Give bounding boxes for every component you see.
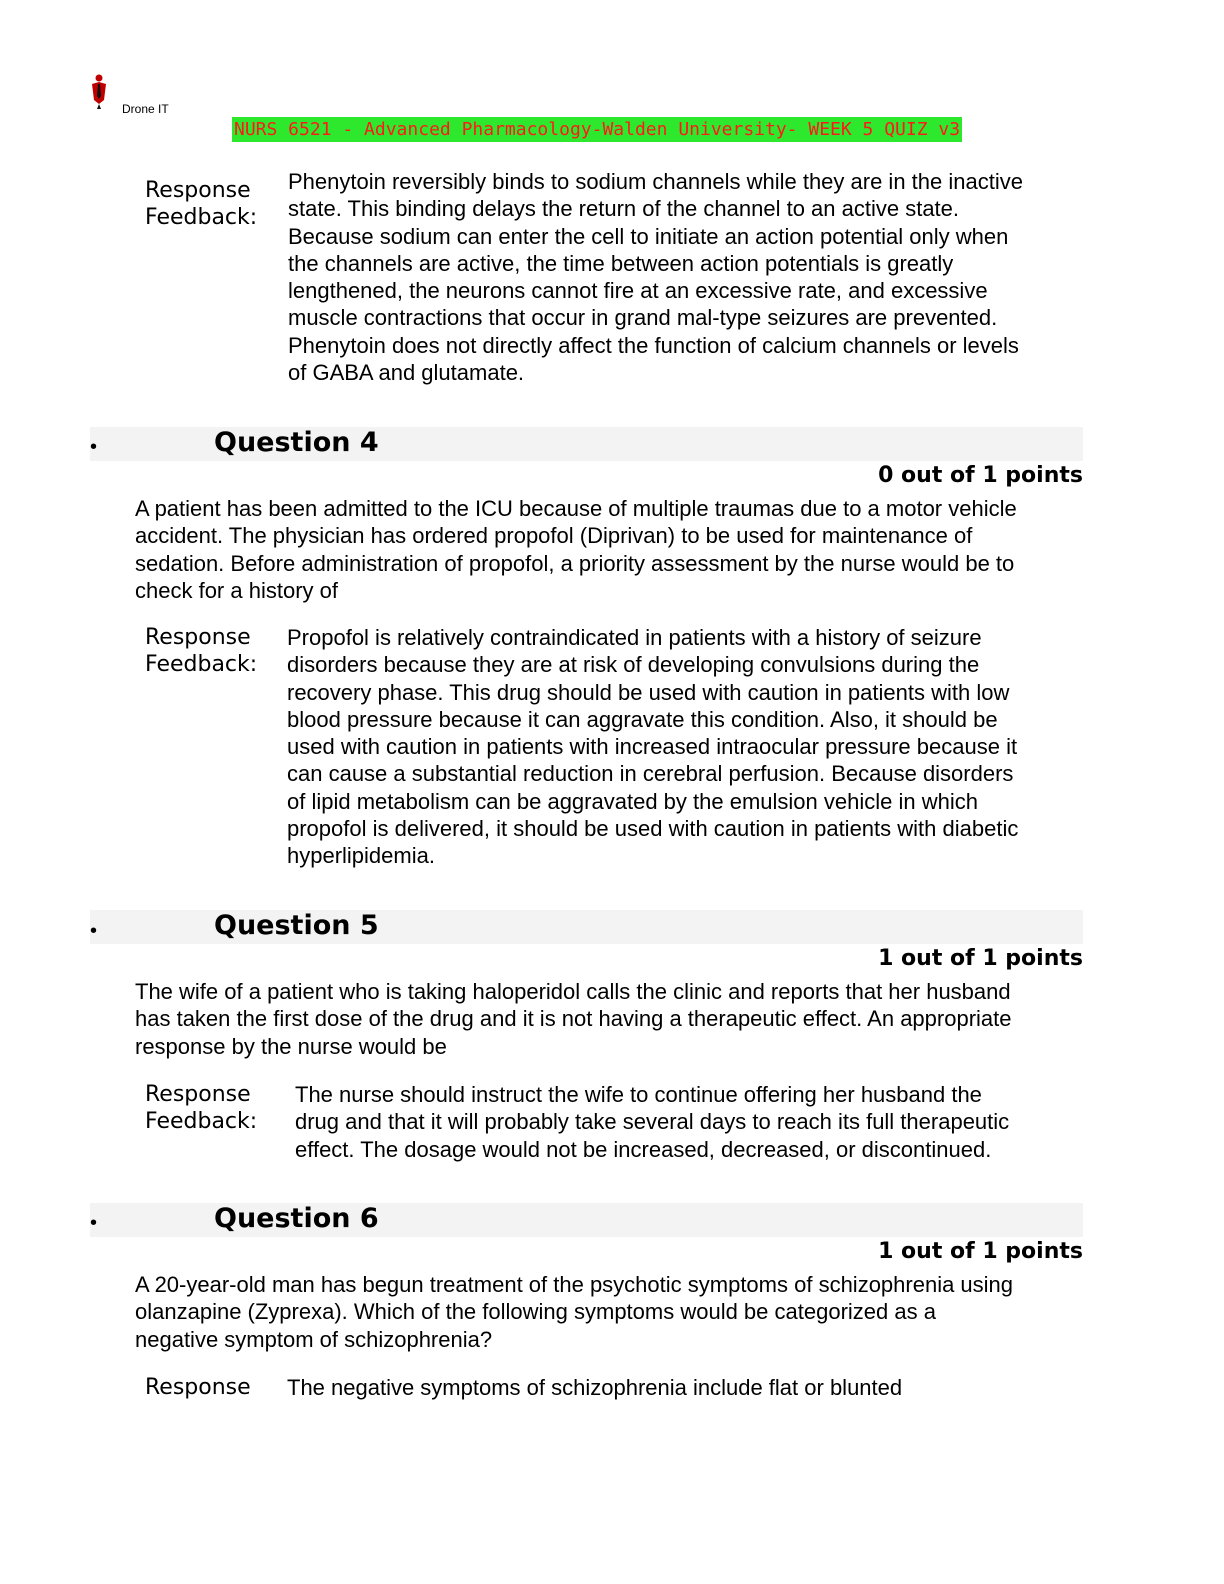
question-points: 1 out of 1 points (878, 1239, 1083, 1264)
response-label: Response (145, 1375, 251, 1400)
question-title: Question 6 (214, 1203, 379, 1234)
question-prompt: A patient has been admitted to the ICU because of multiple traumas due to a motor vehicle accident. The physician has ordered propofol (Diprivan) to be used for maintenance of sedation. Before administration of propofol, a priority assessment by the nurse would be to check for a history of (135, 496, 1017, 603)
question-title: Question 4 (214, 427, 379, 458)
bullet-icon: • (90, 920, 98, 942)
question-prompt: A 20-year-old man has begun treatment of the psychotic symptoms of schizophrenia using olanzapine (Zyprexa). Which of the following symptoms would be categorized as a negative symptom of schizophrenia? (135, 1272, 1014, 1352)
response-feedback-label: Response Feedback: (145, 1082, 258, 1134)
bullet-icon: • (90, 436, 98, 458)
tie-logo-icon (88, 74, 110, 110)
brand-name: Drone IT (122, 102, 169, 116)
bullet-icon: • (90, 1212, 98, 1234)
response-feedback-label: Response Feedback: (145, 625, 258, 677)
question-points: 0 out of 1 points (878, 463, 1083, 488)
response-feedback-text: Propofol is relatively contraindicated in patients with a history of seizure disorders because they are at risk of developing convulsions during the recovery phase. This drug should be used with caution in patients with low blood pressure because it can aggravate this condition. Also, it should be used with caution in patients with increased intraocular pressure because it can cause a substantial reduction in cerebral perfusion. Because disorders of lipid metabolism can be aggravated by the emulsion vehicle in which propofol is delivered, it should be used with caution in patients with diabetic hyperlipidemia. (287, 625, 1019, 869)
question-title: Question 5 (214, 910, 379, 941)
question-prompt: The wife of a patient who is taking haloperidol calls the clinic and reports that her husband has taken the first dose of the drug and it is not having a therapeutic effect. An appropriate response by the nurse would be (135, 979, 1012, 1059)
response-feedback-text: Phenytoin reversibly binds to sodium channels while they are in the inactive state. This binding delays the return of the channel to an active state. Because sodium can enter the cell to initiate an action potential only when the channels are active, the time between action potentials is greatly lengthened, the neurons cannot fire at an excessive rate, and excessive muscle contractions that occur in grand mal-type seizures are prevented. Phenytoin does not directly affect the function of calcium channels or levels of GABA and glutamate. (288, 169, 1023, 386)
response-feedback-text: The nurse should instruct the wife to continue offering her husband the drug and that it will probably take several days to reach its full therapeutic effect. The dosage would not be increased, decreased, or discontinued. (295, 1082, 1010, 1162)
response-feedback-label: Response Feedback: (145, 178, 258, 230)
question-points: 1 out of 1 points (878, 946, 1083, 971)
response-feedback-text: The negative symptoms of schizophrenia include flat or blunted (287, 1375, 903, 1400)
document-title-banner: NURS 6521 - Advanced Pharmacology-Walden University- WEEK 5 QUIZ v3 (234, 119, 961, 140)
